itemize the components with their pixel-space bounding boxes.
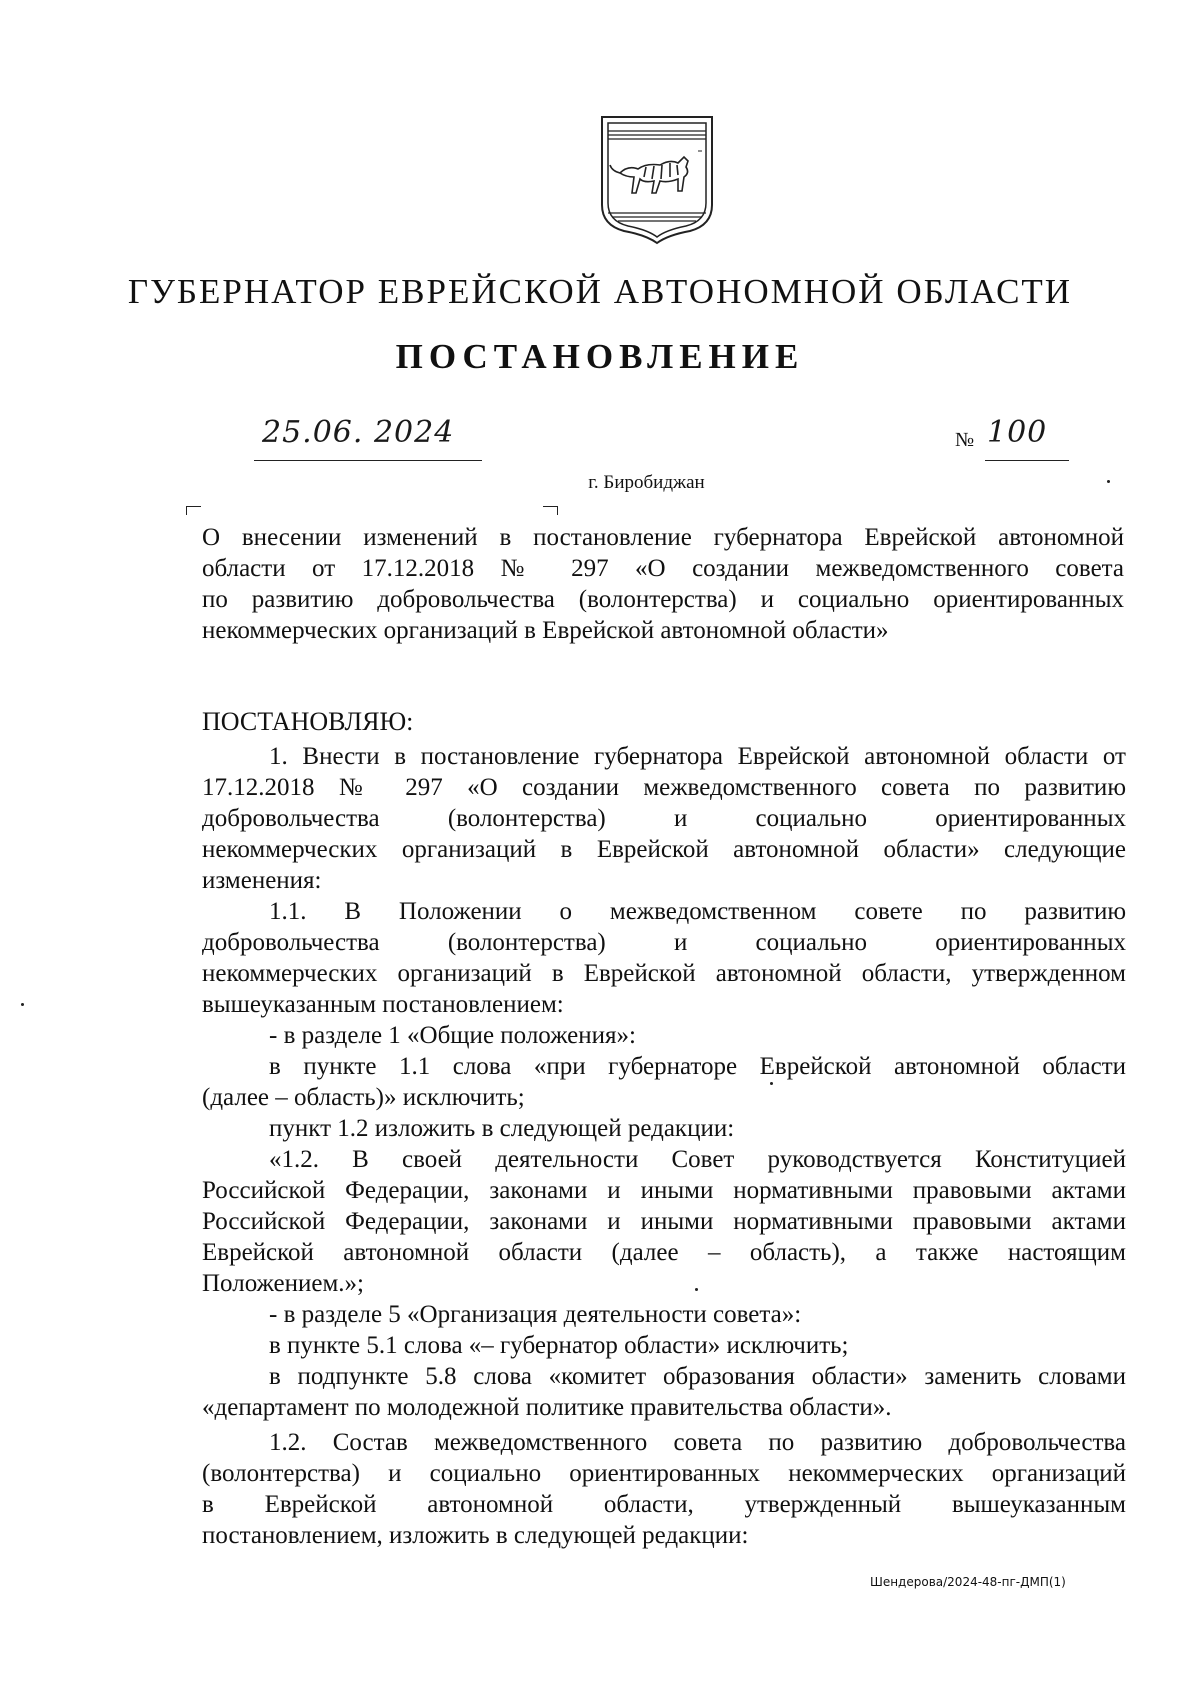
body-line: изменения: [202, 867, 322, 894]
body-line: «департамент по молодежной политике правительства области». [202, 1394, 892, 1421]
body-line: - в разделе 1 «Общие положения»: [269, 1022, 636, 1049]
footer-reference: Шендерова/2024-48-пг-ДМП(1) [870, 1575, 1066, 1589]
body-line: добровольчества (волонтерства) и социально ориентированных [202, 929, 1126, 956]
number-sign: № [955, 429, 975, 451]
city: г. Биробиджан [588, 472, 705, 493]
body-line: Положением.»; [202, 1270, 364, 1297]
scan-speck [21, 1003, 24, 1006]
corner-mark-right [543, 506, 558, 515]
number-underline [985, 460, 1069, 461]
document-kind: ПОСТАНОВЛЕНИЕ [395, 337, 805, 376]
body-line: некоммерческих организаций в Еврейской автономной области, утвержденном [202, 960, 1126, 987]
handwritten-date: 25.06. 2024 [262, 415, 455, 450]
authority-title: ГУБЕРНАТОР ЕВРЕЙСКОЙ АВТОНОМНОЙ ОБЛАСТИ [127, 272, 1073, 311]
body-line: некоммерческих организаций в Еврейской автономной области» следующие [202, 836, 1126, 863]
date-field [262, 415, 482, 450]
body-line: Российской Федерации, законами и иными нормативными правовыми актами [202, 1208, 1126, 1235]
handwritten-number: 100 [987, 415, 1048, 450]
scan-speck [1107, 480, 1110, 483]
body-line: Российской Федерации, законами и иными нормативными правовыми актами [202, 1177, 1126, 1204]
body-line: 17.12.2018 № 297 «О создании межведомственного совета по развитию [202, 774, 1126, 801]
body-line: в пункте 5.1 слова «– губернатор области» исключить; [269, 1332, 849, 1359]
body-line: 1.1. В Положении о межведомственном совете по развитию [269, 898, 1126, 925]
subject-line: О внесении изменений в постановление губернатора Еврейской автономной [202, 524, 1124, 551]
body-line: пункт 1.2 изложить в следующей редакции: [269, 1115, 735, 1142]
body-line: в пункте 1.1 слова «при губернаторе Еврейской автономной области [269, 1053, 1126, 1080]
document-subject [202, 522, 1124, 646]
subject-line: по развитию добровольчества (волонтерства) и социально ориентированных [202, 586, 1124, 613]
body-line: - в разделе 5 «Организация деятельности совета»: [269, 1301, 802, 1328]
body-line: (далее – область)» исключить; [202, 1084, 525, 1111]
body-line: (волонтерства) и социально ориентированных некоммерческих организаций [202, 1460, 1126, 1487]
tiger-coat-of-arms-icon [598, 113, 716, 245]
body-line: Еврейской автономной области (далее – область), а также настоящим [202, 1239, 1126, 1266]
body-line: вышеуказанным постановлением: [202, 991, 564, 1018]
subject-line: области от 17.12.2018 № 297 «О создании межведомственного совета [202, 555, 1124, 582]
body-line: постановлением, изложить в следующей редакции: [202, 1522, 749, 1549]
subject-line: некоммерческих организаций в Еврейской автономной области» [202, 617, 889, 644]
body-line: в подпункте 5.8 слова «комитет образования области» заменить словами [269, 1363, 1126, 1390]
preamble: ПОСТАНОВЛЯЮ: [202, 707, 414, 736]
body-line: добровольчества (волонтерства) и социально ориентированных [202, 805, 1126, 832]
body-line: «1.2. В своей деятельности Совет руководствуется Конституцией [269, 1146, 1126, 1173]
body-line: 1.2. Состав межведомственного совета по развитию добровольчества [269, 1429, 1126, 1456]
date-underline [254, 460, 482, 461]
document-body [202, 706, 1126, 1551]
body-line: в Еврейской автономной области, утвержденный вышеуказанным [202, 1491, 1126, 1518]
corner-mark-left [186, 506, 201, 515]
body-line: 1. Внести в постановление губернатора Еврейской автономной области от [269, 743, 1126, 770]
